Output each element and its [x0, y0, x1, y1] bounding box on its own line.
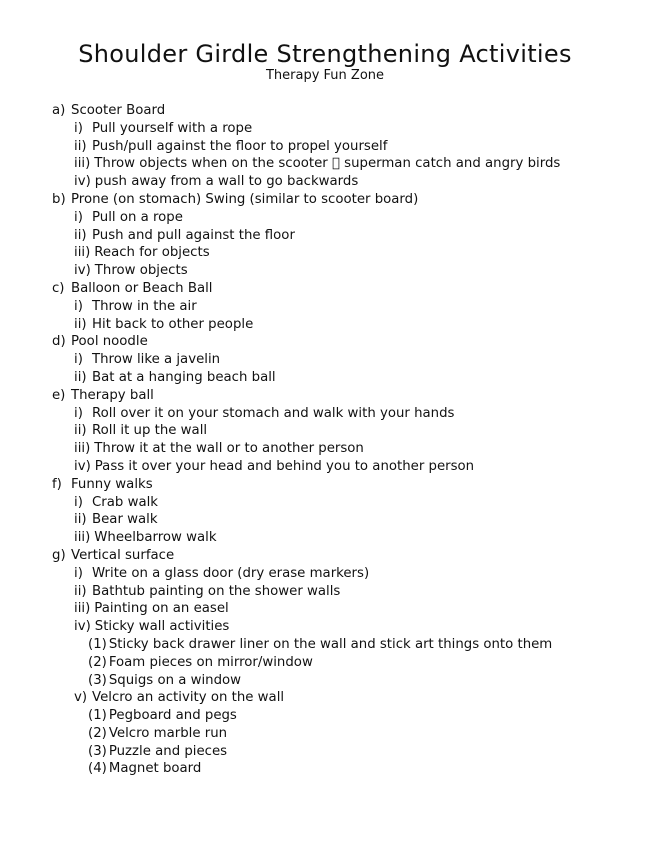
sub-list-item — [52, 672, 642, 690]
list-marker: iv) — [74, 263, 91, 279]
list-marker: ii) — [74, 227, 87, 243]
list-marker: f) — [52, 476, 62, 492]
list-item — [52, 583, 642, 601]
item-text: Velcro marble run — [108, 725, 228, 741]
list-marker: ii) — [74, 423, 87, 439]
list-item — [52, 298, 642, 316]
item-text: Velcro an activity on the wall — [92, 690, 285, 706]
item-text: Balloon or Beach Ball — [71, 280, 213, 296]
list-marker: (4) — [88, 761, 107, 777]
item-text: Pull yourself with a rope — [92, 120, 253, 136]
item-text: Push and pull against the floor — [92, 227, 295, 243]
list-item — [52, 369, 642, 387]
sub-list-item — [52, 636, 642, 654]
item-text: Crab walk — [92, 494, 158, 510]
section-item — [52, 387, 642, 405]
section-item — [52, 547, 642, 565]
list-item — [52, 565, 642, 583]
list-marker: g) — [52, 547, 66, 563]
item-text: Squigs on a window — [108, 672, 242, 688]
item-text: Therapy ball — [71, 387, 154, 403]
item-text: Pegboard and pegs — [108, 708, 237, 724]
list-item — [52, 262, 642, 280]
list-marker: i) — [74, 352, 83, 368]
list-marker: v) — [74, 690, 88, 706]
list-item — [52, 138, 642, 156]
list-marker: ii) — [74, 512, 87, 528]
list-marker: ii) — [74, 316, 87, 332]
list-item — [52, 458, 642, 476]
list-item — [52, 155, 642, 173]
item-text: Throw like a javelin — [92, 352, 221, 368]
list-marker: iv) — [74, 619, 91, 635]
sub-list-item — [52, 725, 642, 743]
list-marker: (3) — [88, 672, 107, 688]
list-item — [52, 422, 642, 440]
list-marker: iii) — [74, 530, 91, 546]
list-marker: i) — [74, 494, 83, 510]
section-item — [52, 333, 642, 351]
list-marker: c) — [52, 280, 65, 296]
item-text: Throw objects when on the scooter superman catch and angry birds — [94, 156, 549, 172]
list-item — [52, 351, 642, 369]
list-marker: ii) — [74, 583, 87, 599]
item-text: Bathtub painting on the shower walls — [92, 583, 341, 599]
document-subtitle: Therapy Fun Zone — [265, 68, 385, 83]
item-text: Magnet board — [108, 761, 202, 777]
list-item — [52, 494, 642, 512]
list-item — [52, 173, 642, 191]
section-item — [52, 191, 642, 209]
item-text: Hit back to other people — [92, 316, 254, 332]
activity-list — [52, 102, 642, 778]
item-text: Roll over it on your stomach and walk with your hands — [92, 405, 455, 421]
list-marker: (3) — [88, 743, 107, 759]
item-text: Foam pieces on mirror/window — [108, 654, 313, 670]
list-item — [52, 405, 642, 423]
list-item — [52, 689, 642, 707]
item-text: push away from a wall to go backwards — [94, 174, 359, 190]
section-item — [52, 476, 642, 494]
list-marker: ii) — [74, 369, 87, 385]
section-item — [52, 102, 642, 120]
item-text: Roll it up the wall — [92, 423, 208, 439]
list-marker: (2) — [88, 654, 107, 670]
item-text: Pass it over your head and behind you to another person — [94, 458, 475, 474]
item-text: Puzzle and pieces — [108, 743, 228, 759]
list-marker: (1) — [88, 636, 107, 652]
list-item — [52, 244, 642, 262]
item-text: Prone (on stomach) Swing (similar to scooter board) — [71, 191, 419, 207]
list-item — [52, 511, 642, 529]
list-marker: (1) — [88, 708, 107, 724]
item-text: Throw it at the wall or to another person — [94, 441, 364, 457]
sub-list-item — [52, 707, 642, 725]
item-text: Push/pull against the floor to propel yourself — [92, 138, 388, 154]
list-marker: iv) — [74, 458, 91, 474]
list-marker: (2) — [88, 725, 107, 741]
item-text: Funny walks — [71, 476, 153, 492]
item-text: Write on a glass door (dry erase markers) — [92, 565, 370, 581]
list-marker: iv) — [74, 174, 91, 190]
sub-list-item — [52, 743, 642, 761]
list-marker: d) — [52, 334, 66, 350]
list-marker: i) — [74, 120, 83, 136]
list-marker: i) — [74, 209, 83, 225]
item-text: Painting on an easel — [94, 601, 229, 617]
list-item — [52, 227, 642, 245]
list-marker: a) — [52, 103, 66, 118]
list-marker: iii) — [74, 156, 91, 172]
item-text: Sticky wall activities — [94, 619, 230, 635]
sub-list-item — [52, 760, 642, 778]
item-text: Reach for objects — [94, 245, 210, 261]
list-marker: e) — [52, 387, 66, 403]
item-text: Wheelbarrow walk — [94, 530, 217, 546]
list-item — [52, 120, 642, 138]
item-text: Throw in the air — [92, 298, 197, 314]
list-item — [52, 440, 642, 458]
list-marker: iii) — [74, 441, 91, 457]
item-text: Bat at a hanging beach ball — [92, 369, 276, 385]
list-marker: i) — [74, 405, 83, 421]
list-item — [52, 600, 642, 618]
list-item — [52, 529, 642, 547]
list-item — [52, 618, 642, 636]
item-text: Vertical surface — [71, 547, 175, 563]
item-text: Sticky back drawer liner on the wall and stick art things onto them — [108, 636, 553, 652]
list-item — [52, 316, 642, 334]
list-marker: i) — [74, 565, 83, 581]
list-marker: ii) — [74, 138, 87, 154]
document-title: Shoulder Girdle Strengthening Activities — [78, 40, 572, 68]
item-text: Throw objects — [94, 263, 188, 279]
item-text: Bear walk — [92, 512, 158, 528]
item-text: Pool noodle — [71, 334, 148, 350]
list-marker: b) — [52, 191, 66, 207]
item-text: Pull on a rope — [92, 209, 183, 225]
list-marker: iii) — [74, 601, 91, 617]
list-marker: iii) — [74, 245, 91, 261]
list-item — [52, 209, 642, 227]
item-text: Scooter Board — [71, 103, 166, 118]
section-item — [52, 280, 642, 298]
sub-list-item — [52, 654, 642, 672]
list-marker: i) — [74, 298, 83, 314]
